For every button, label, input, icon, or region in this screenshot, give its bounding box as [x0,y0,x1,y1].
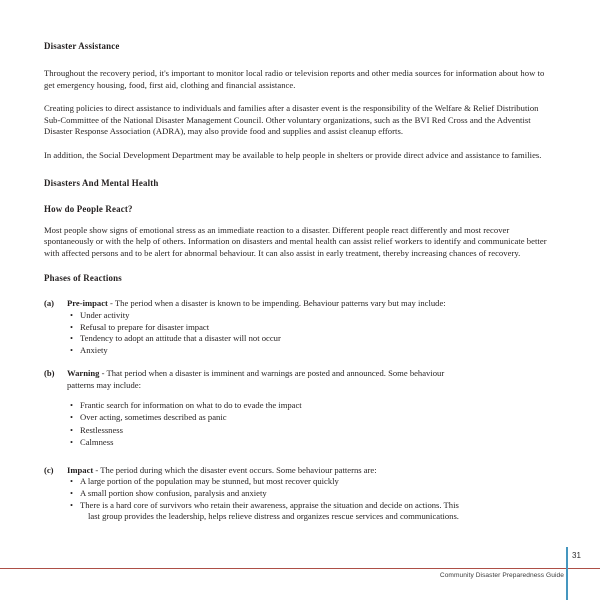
footer-vertical-rule [566,547,568,600]
list-marker: (b) [44,368,55,379]
list-item [70,411,556,424]
bullet-icon: • [70,321,74,332]
bullet-list-impact [44,476,556,522]
list-item [70,399,556,412]
list-marker: (a) [44,298,55,309]
bullet-text: A large portion of the population may be stunned, but most recover quickly [80,476,339,487]
spacer [44,189,556,203]
list-item-text [67,368,556,391]
spacer [44,449,556,465]
bullet-icon: • [70,437,74,448]
list-item-description: - The period when a disaster is known to be impending. Behaviour patterns vary but may include: [107,298,446,309]
list-marker: (c) [44,464,54,475]
footer-horizontal-rule [0,568,600,569]
list-item [70,500,556,523]
bullet-text: Anxiety [80,344,108,355]
bullet-icon: • [70,399,74,410]
list-item [70,345,556,357]
bullet-text-continued: last group provides the leadership, helps relieve distress and organizes rescue services and communications. [88,511,459,522]
footer-caption: Community Disaster Preparedness Guide [439,572,564,579]
bullet-text: A small portion show confusion, paralysis and anxiety [80,488,267,499]
list-item [70,424,556,437]
list-item [70,436,556,449]
list-item [70,476,556,488]
bullet-icon: • [70,488,74,499]
bullet-icon: • [70,309,74,320]
heading-disaster-assistance: Disaster Assistance [44,41,120,51]
bullet-text: Restlessness [80,424,123,435]
bullet-text: Frantic search for information on what to do to evade the impact [80,399,302,410]
list-item-impact [44,465,556,477]
list-item-term: Pre-impact [67,298,108,309]
list-item-text [67,465,556,477]
spacer [44,284,556,298]
paragraph-social-development: In addition, the Social Development Department may be available to help people in shelters or provide direct advice and assistance to families. [44,149,542,160]
bullet-icon: • [70,476,74,487]
spacer [44,138,556,150]
paragraph-assistance-policies: Creating policies to direct assistance to individuals and families after a disaster event is the responsibility of the Welfare & Relief Distribution Sub-Committee of the National Disaster Management Council. Other voluntary organizations, such as the BVI Red Cross and the Adventist Disaster Response Association (ADRA), may also provide food and supplies and assist cleanup efforts. [44,103,539,137]
spacer [44,215,556,225]
bullet-icon: • [70,344,74,355]
list-item [70,310,556,322]
list-item-text [67,298,556,310]
list-item-term: Warning [67,368,100,379]
bullet-text: Refusal to prepare for disaster impact [80,321,210,332]
spacer [44,162,556,177]
list-item [70,488,556,500]
page-content [44,40,556,523]
spacer [44,259,556,272]
subheading-how-do-people-react: How do People React? [44,203,133,214]
heading-phases-of-reactions: Phases of Reactions [44,273,122,284]
bullet-icon: • [70,333,74,344]
list-item-description: - The period during which the disaster event occurs. Some behaviour patterns are: [93,464,377,475]
bullet-icon: • [70,412,74,423]
bullet-text: Over acting, sometimes described as panic [80,412,227,423]
list-item-description-continued: patterns may include: [67,379,141,390]
spacer [44,91,556,103]
spacer [44,52,556,68]
paragraph-recovery-period: Throughout the recovery period, it's important to monitor local radio or television reports and other media sources for information about how to get emergency housing, food, first aid, clothing and financial assistance. [44,68,545,90]
list-item [70,333,556,345]
bullet-text: Tendency to adopt an attitude that a disaster will not occur [80,333,281,344]
list-item-description: - That period when a disaster is imminent and warnings are posted and announced. Some behaviour [99,368,445,379]
list-item-term: Impact [67,464,94,475]
bullet-list-pre-impact [44,310,556,356]
bullet-text: Calmness [80,437,114,448]
spacer [44,356,556,368]
list-item-pre-impact [44,298,556,310]
bullet-list-warning [44,399,556,449]
list-item [70,322,556,334]
paragraph-emotional-stress: Most people show signs of emotional stress as an immediate reaction to a disaster. Different people react differently and most recover spontaneously or with the help of others. Information on disasters and mental health can assist relief workers to identify and communicate better with affected persons and to be alert for abnormal behaviour. It can also assist in early treatment, thereby increasing chances of recovery. [44,224,547,258]
page-number: 31 [572,551,581,560]
list-item-warning [44,368,556,391]
bullet-icon: • [70,499,74,510]
heading-disasters-and-mental-health: Disasters And Mental Health [44,177,159,188]
bullet-text: Under activity [80,309,130,320]
bullet-text: There is a hard core of survivors who retain their awareness, appraise the situation and decide on actions. This [80,499,459,510]
bullet-icon: • [70,424,74,435]
